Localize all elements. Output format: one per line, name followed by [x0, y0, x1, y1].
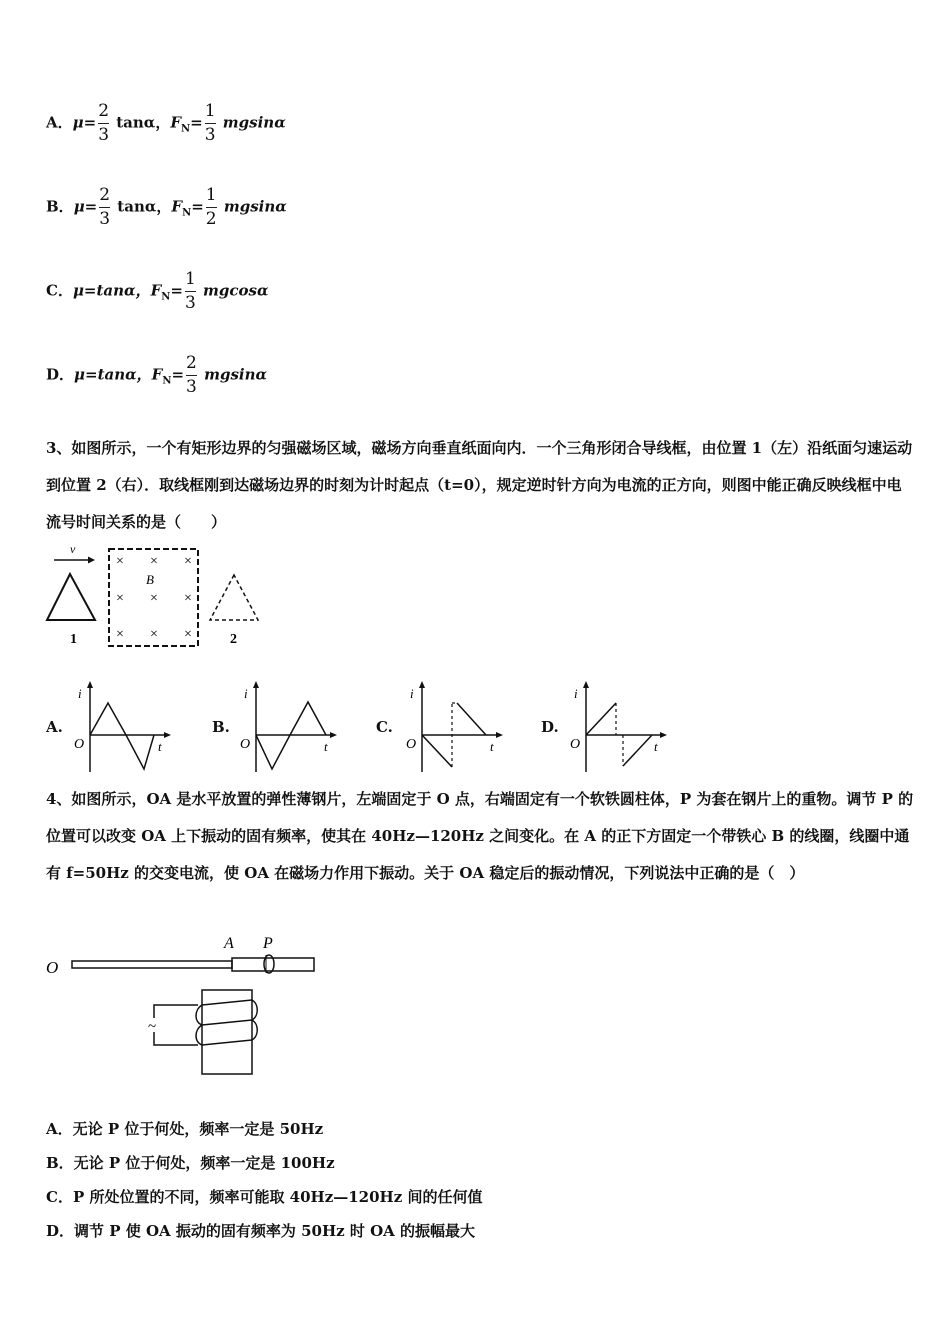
- denominator: 3: [186, 377, 197, 397]
- graph-d-label: D.: [541, 718, 559, 736]
- q4-figure: [44, 930, 329, 1078]
- q3-figure: [40, 540, 280, 652]
- q3-stem: 3、如图所示，一个有矩形边界的匀强磁场区域，磁场方向垂直纸面向内．一个三角形闭合导线框，由位置 1（左）沿纸面匀速运动到位置 2（右）．取线框刚到达磁场边界的时刻为计时起点（t=0），规定逆时针方向为电流的正方向，则图中能正确反映线框中电流号时间关系的是（ ）: [46, 439, 913, 531]
- numerator: 2: [99, 187, 110, 208]
- cross-mark: ×: [116, 627, 124, 642]
- cross-mark: ×: [184, 627, 192, 642]
- denominator: 2: [205, 209, 217, 229]
- cross-mark: ×: [184, 554, 192, 569]
- current-curve: [623, 735, 652, 766]
- q4-option-c: C．P 所处位置的不同，频率可能取 40Hz—120Hz 间的任何值: [46, 1188, 483, 1206]
- fn-eq: =: [190, 113, 203, 132]
- axis-t-label: t: [654, 739, 658, 754]
- q4-option-a: A．无论 P 位于何处，频率一定是 50Hz: [46, 1120, 324, 1138]
- denominator: 3: [184, 293, 196, 313]
- triangle-position-1: [47, 574, 95, 620]
- velocity-arrow: [54, 557, 95, 564]
- velocity-label: v: [70, 542, 76, 556]
- origin-label: O: [570, 737, 581, 752]
- fn-label: F: [150, 281, 162, 300]
- denominator: 3: [98, 125, 110, 145]
- fn-suffix: mgsinα: [218, 197, 287, 216]
- current-curve: [457, 703, 486, 735]
- steel-strip: [72, 961, 232, 968]
- fn-label: F: [170, 113, 182, 132]
- graph-c-label: C.: [376, 718, 393, 736]
- position-2-label: 2: [230, 632, 237, 647]
- coil-wire-top: [154, 1005, 198, 1018]
- cross-mark: ×: [116, 591, 124, 606]
- point-a-label: A: [224, 935, 234, 952]
- fn-subscript: N: [181, 123, 191, 135]
- fn-subscript: N: [161, 291, 171, 303]
- cross-mark: ×: [184, 591, 192, 606]
- mu-prefix: μ=: [73, 197, 98, 216]
- q4-stem: 4、如图所示，OA 是水平放置的弹性薄钢片，左端固定于 O 点，右端固定有一个软铁圆柱体，P 为套在钢片上的重物。调节 P 的位置可以改变 OA 上下振动的固有频率，使其在 40Hz—120Hz 之间变化。在 A 的正下方固定一个带铁心 B 的线圈，线圈中通有 f=50Hz 的交变电流，使 OA 在磁场力作用下振动。关于 OA 稳定后的振动情况，下列说法中正确的是（ ）: [46, 790, 914, 882]
- fn-subscript: N: [182, 207, 192, 219]
- q4-option-d: D．调节 P 使 OA 振动的固有频率为 50Hz 时 OA 的振幅最大: [46, 1222, 476, 1240]
- axis-i-label: i: [574, 686, 578, 701]
- cross-mark: ×: [150, 591, 158, 606]
- option-letter: C．: [46, 281, 73, 300]
- graph-c: [404, 680, 504, 775]
- cross-mark: ×: [150, 627, 158, 642]
- origin-label: O: [74, 737, 85, 752]
- axis-i-label: i: [410, 686, 414, 701]
- fraction: [185, 271, 196, 312]
- option-letter: A．: [46, 113, 73, 132]
- numerator: 2: [98, 103, 109, 124]
- point-p-label: P: [263, 935, 273, 952]
- current-curve: [422, 735, 452, 767]
- fraction: [99, 187, 110, 228]
- denominator: 3: [99, 209, 111, 229]
- origin-label: O: [406, 737, 417, 752]
- q2-option-a: [46, 103, 286, 144]
- axis-t-label: t: [324, 739, 328, 754]
- q2-option-b: [46, 187, 287, 228]
- fraction: [205, 103, 216, 144]
- numerator: 2: [186, 355, 197, 376]
- position-1-label: 1: [70, 632, 77, 647]
- ac-source-symbol: ~: [148, 1019, 157, 1035]
- current-curve: [586, 703, 616, 735]
- point-o-label: O: [46, 958, 59, 977]
- graph-a: [72, 680, 172, 775]
- fraction: [186, 355, 197, 396]
- option-letter: D．: [46, 365, 75, 384]
- axis-t-label: t: [490, 739, 494, 754]
- graph-d: [568, 680, 668, 775]
- fn-eq: =: [191, 197, 204, 216]
- field-label: B: [146, 572, 154, 587]
- axis-i-label: i: [244, 686, 248, 701]
- q2-option-c: [46, 271, 269, 312]
- axis-i-label: i: [78, 686, 82, 701]
- fraction: [98, 103, 109, 144]
- mu-prefix: μ=: [72, 113, 97, 132]
- numerator: 1: [185, 271, 196, 292]
- origin-label: O: [240, 737, 251, 752]
- current-curve: [90, 703, 154, 769]
- fn-subscript: N: [162, 375, 172, 387]
- cross-mark: ×: [116, 554, 124, 569]
- q4-option-b: B．无论 P 位于何处，频率一定是 100Hz: [46, 1154, 335, 1172]
- numerator: 1: [205, 103, 216, 124]
- fn-suffix: mgsinα: [198, 365, 268, 384]
- denominator: 3: [204, 125, 216, 145]
- axis-t-label: t: [158, 739, 162, 754]
- fn-label: F: [171, 197, 183, 216]
- mu-text: μ=tanα，: [74, 365, 152, 384]
- fn-eq: =: [171, 365, 185, 384]
- fn-eq: =: [170, 281, 183, 300]
- mu-suffix: tanα，: [111, 113, 171, 132]
- graph-b-label: B.: [212, 718, 230, 736]
- q2-option-d: [46, 355, 267, 396]
- coil: [196, 1000, 257, 1045]
- mu-text: μ=tanα，: [72, 281, 151, 300]
- fraction: [206, 187, 217, 228]
- triangle-position-2: [210, 575, 258, 620]
- cross-mark: ×: [150, 554, 158, 569]
- graph-b: [238, 680, 338, 775]
- numerator: 1: [206, 187, 217, 208]
- fn-suffix: mgcosα: [197, 281, 269, 300]
- coil-wire-bottom: [154, 1032, 198, 1045]
- option-letter: B．: [46, 197, 74, 216]
- graph-a-label: A.: [46, 718, 63, 736]
- fn-label: F: [151, 365, 163, 384]
- fn-suffix: mgsinα: [217, 113, 286, 132]
- mu-suffix: tanα，: [112, 197, 172, 216]
